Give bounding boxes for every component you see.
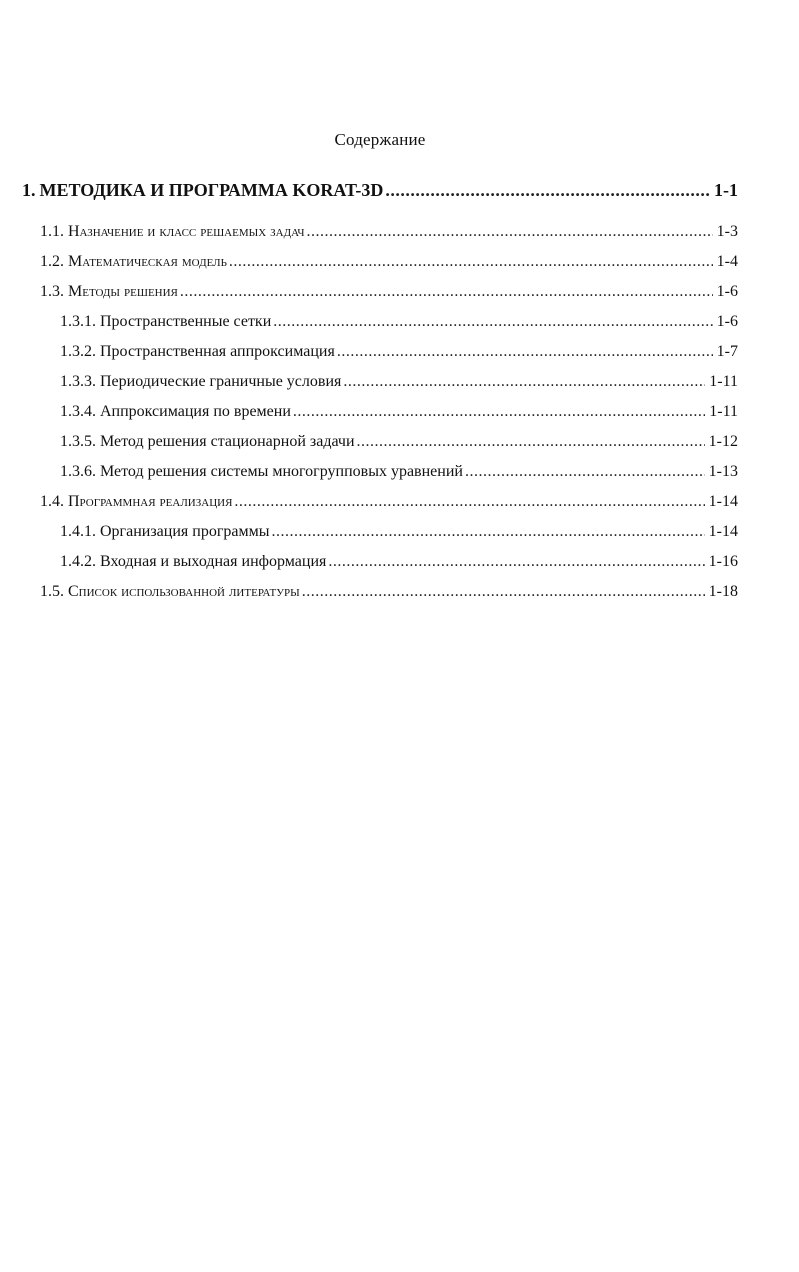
toc-entry-page: 1-7	[716, 343, 738, 360]
toc-entry-number: 1.3.3.	[60, 373, 96, 390]
toc-entry-title: Метод решения стационарной задачи	[100, 433, 355, 450]
dot-leader	[273, 312, 712, 332]
toc-entry-title: Математическая модель	[68, 253, 227, 270]
toc-entry-title: Метод решения системы многогрупповых уравнений	[100, 463, 463, 480]
toc-entry-page: 1-11	[709, 373, 738, 390]
toc-entry-page: 1-11	[709, 403, 738, 420]
toc-entry-1-4-1[interactable]	[22, 522, 738, 552]
toc-entry-title: Методы решения	[68, 283, 178, 300]
toc-entry-number: 1.1.	[40, 223, 64, 240]
toc-entry-1-1[interactable]	[22, 222, 738, 252]
toc-entry-page: 1-3	[716, 223, 738, 240]
toc-entry-1-3-6[interactable]	[22, 462, 738, 492]
toc-entry-number: 1.	[22, 180, 36, 200]
toc-entry-chapter-1[interactable]	[22, 180, 738, 206]
toc-entry-1-3-4[interactable]	[22, 402, 738, 432]
page-title: Содержание	[334, 130, 426, 149]
toc-entry-number: 1.3.4.	[60, 403, 96, 420]
dot-leader	[271, 522, 704, 542]
toc-entry-number: 1.3.1.	[60, 313, 96, 330]
toc-entry-page: 1-14	[708, 523, 738, 540]
toc-entry-title: Назначение и класс решаемых задач	[68, 223, 305, 240]
toc-entry-title: Организация программы	[100, 523, 270, 540]
toc-entry-title: Периодические граничные условия	[100, 373, 342, 390]
toc-entry-1-3[interactable]	[22, 282, 738, 312]
dot-leader	[343, 372, 705, 392]
toc-entry-1-5[interactable]	[22, 582, 738, 612]
dot-leader	[337, 342, 713, 362]
dot-leader	[293, 402, 705, 422]
toc-entry-page: 1-18	[708, 583, 738, 600]
toc-entry-page: 1-16	[708, 553, 738, 570]
dot-leader	[307, 222, 713, 242]
toc-entry-number: 1.3.2.	[60, 343, 96, 360]
toc-entry-page: 1-14	[708, 493, 738, 510]
dot-leader	[234, 492, 704, 512]
toc-entry-page: 1-13	[708, 463, 738, 480]
toc-entry-title: МЕТОДИКА И ПРОГРАММА KORAT-3D	[39, 180, 384, 200]
dot-leader	[229, 252, 713, 272]
toc-entry-number: 1.4.2.	[60, 553, 96, 570]
toc-entry-number: 1.3.	[40, 283, 64, 300]
table-of-contents	[22, 180, 738, 612]
dot-leader	[465, 462, 705, 482]
toc-entry-title: Пространственные сетки	[100, 313, 272, 330]
toc-entry-page: 1-12	[708, 433, 738, 450]
toc-entry-title: Программная реализация	[68, 493, 233, 510]
toc-entry-1-4-2[interactable]	[22, 552, 738, 582]
toc-entry-title: Аппроксимация по времени	[100, 403, 291, 420]
toc-entry-1-3-5[interactable]	[22, 432, 738, 462]
toc-entry-1-3-2[interactable]	[22, 342, 738, 372]
dot-leader	[385, 180, 710, 200]
toc-entry-number: 1.3.5.	[60, 433, 96, 450]
dot-leader	[357, 432, 705, 452]
toc-entry-number: 1.4.1.	[60, 523, 96, 540]
toc-entry-1-2[interactable]	[22, 252, 738, 282]
toc-entry-number: 1.3.6.	[60, 463, 96, 480]
toc-entry-page: 1-6	[716, 283, 738, 300]
toc-entry-number: 1.4.	[40, 493, 64, 510]
toc-entry-1-4[interactable]	[22, 492, 738, 522]
toc-entry-1-3-3[interactable]	[22, 372, 738, 402]
toc-entry-title: Входная и выходная информация	[100, 553, 327, 570]
toc-entry-page: 1-4	[716, 253, 738, 270]
dot-leader	[328, 552, 704, 572]
toc-entry-number: 1.5.	[40, 583, 64, 600]
toc-entry-title: Список использованной литературы	[68, 583, 300, 600]
toc-entry-page: 1-6	[716, 313, 738, 330]
dot-leader	[180, 282, 713, 302]
toc-entry-title: Пространственная аппроксимация	[100, 343, 335, 360]
toc-entry-number: 1.2.	[40, 253, 64, 270]
toc-entry-1-3-1[interactable]	[22, 312, 738, 342]
toc-entry-page: 1-1	[714, 180, 738, 200]
dot-leader	[302, 582, 705, 602]
